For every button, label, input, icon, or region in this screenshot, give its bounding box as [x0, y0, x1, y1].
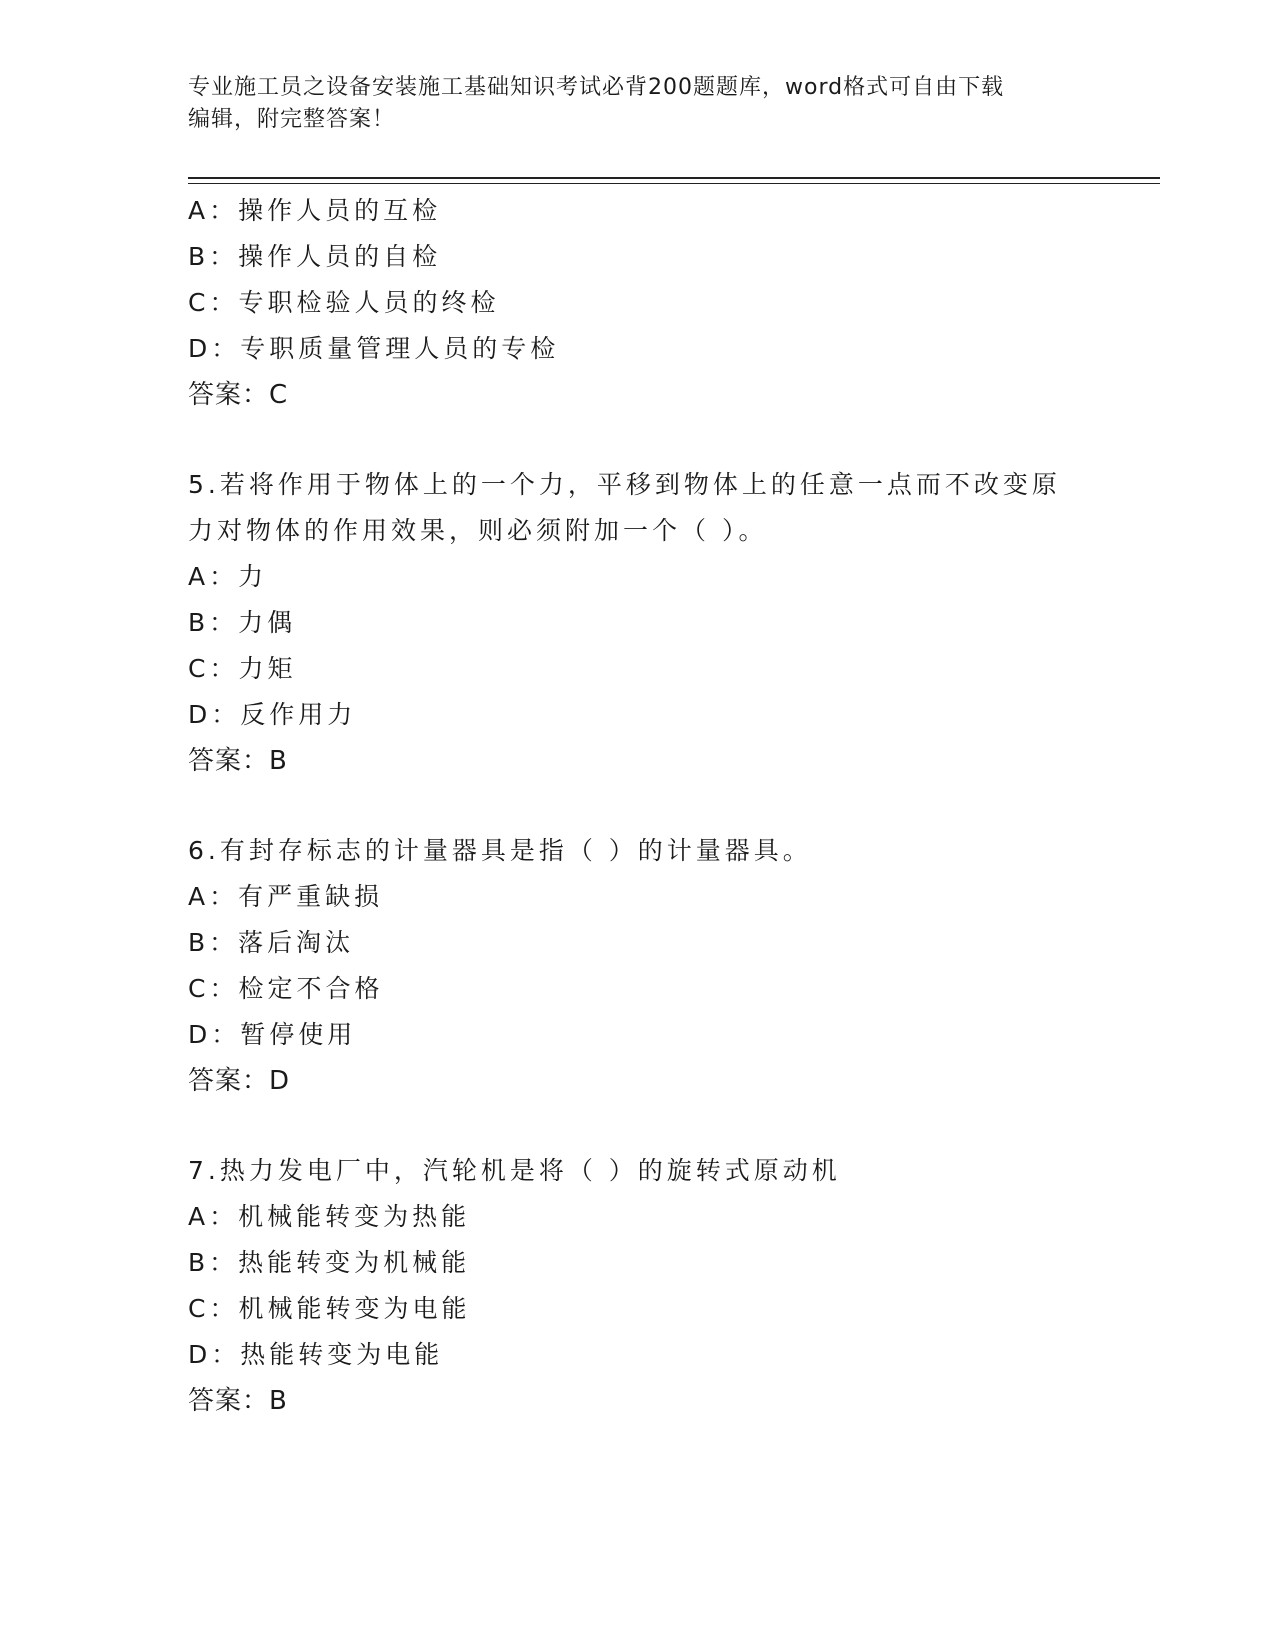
header-divider-thin: [188, 183, 1160, 184]
answer: 答案：D: [188, 1066, 291, 1096]
question-stem: 6.有封存标志的计量器具是指（ ）的计量器具。: [188, 836, 812, 865]
question-4: [188, 188, 1148, 418]
option-c: C：检定不合格: [188, 974, 384, 1003]
option-b: B：力偶: [188, 608, 297, 637]
answer: 答案：C: [188, 380, 289, 410]
question-6: [188, 828, 1148, 1104]
answer: 答案：B: [188, 746, 288, 776]
question-5: [188, 462, 1148, 784]
document-header: [188, 72, 1088, 136]
option-c: C：专职检验人员的终检: [188, 288, 500, 317]
option-d: D：专职质量管理人员的专检: [188, 334, 560, 363]
option-a: A：操作人员的互检: [188, 196, 442, 225]
option-b: B：落后淘汰: [188, 928, 355, 957]
header-title-line-1: 专业施工员之设备安装施工基础知识考试必背200题题库，word格式可自由下载: [188, 75, 1005, 100]
header-divider-thick: [188, 177, 1160, 179]
option-d: D：暂停使用: [188, 1020, 357, 1049]
question-list: [188, 188, 1148, 1424]
option-d: D：热能转变为电能: [188, 1340, 444, 1369]
header-title-line-2: 编辑，附完整答案！: [188, 107, 396, 132]
option-d: D：反作用力: [188, 700, 357, 729]
option-a: A：有严重缺损: [188, 882, 384, 911]
option-b: B：热能转变为机械能: [188, 1248, 471, 1277]
question-stem-line-2: 力对物体的作用效果，则必须附加一个（ ）。: [188, 516, 768, 545]
answer: 答案：B: [188, 1386, 288, 1416]
option-c: C：机械能转变为电能: [188, 1294, 471, 1323]
option-c: C：力矩: [188, 654, 297, 683]
question-stem-line-1: 5.若将作用于物体上的一个力，平移到物体上的任意一点而不改变原: [188, 470, 1061, 499]
question-7: [188, 1148, 1148, 1424]
option-b: B：操作人员的自检: [188, 242, 442, 271]
question-stem: 7.热力发电厂中，汽轮机是将（ ）的旋转式原动机: [188, 1156, 841, 1185]
option-a: A：力: [188, 562, 268, 591]
option-a: A：机械能转变为热能: [188, 1202, 471, 1231]
